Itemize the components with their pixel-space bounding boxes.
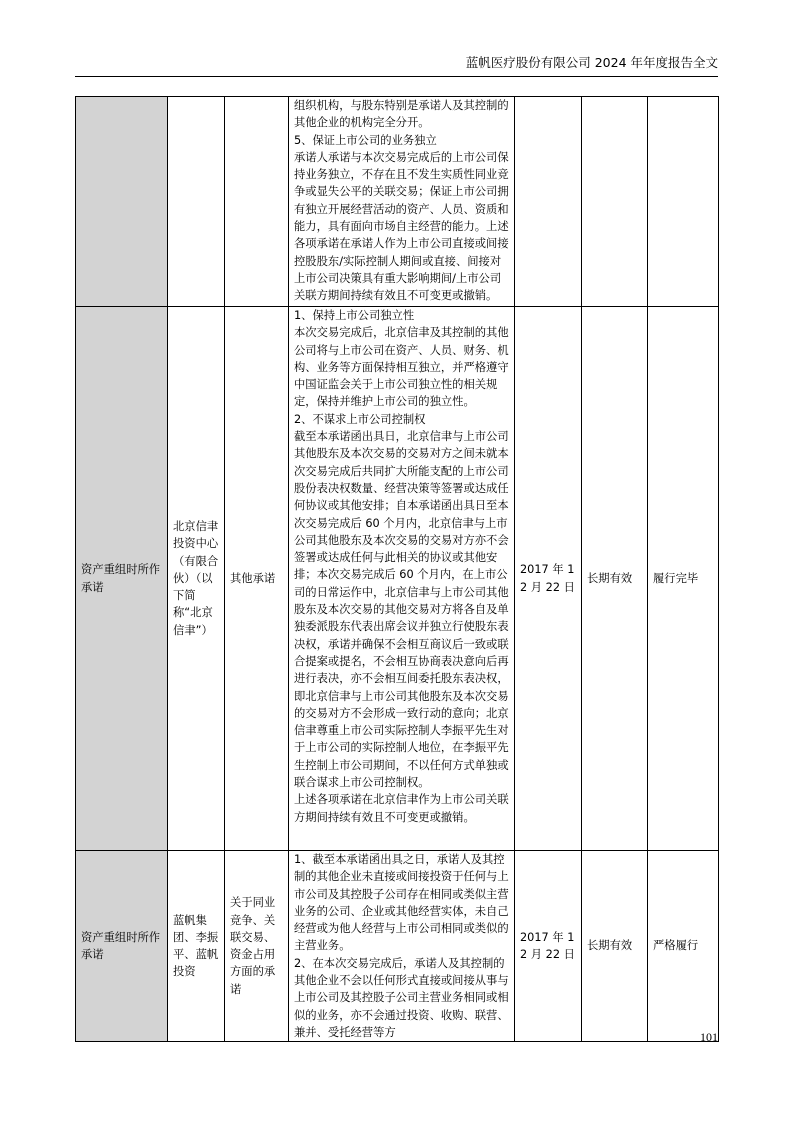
commitment-status-cell: 严格履行 [648,851,719,1042]
content-paragraph: 本次交易完成后，北京信聿及其控制的其他公司将与上市公司在资产、人员、财务、机构、业务等方面保持相互独立，并严格遵守中国证监会关于上市公司独立性的相关规定，保持并维护上市公司的独立性。 [294,326,509,409]
table-row [76,97,719,307]
commitment-type-cell: 关于同业竞争、关联交易、资金占用方面的承诺 [225,851,289,1042]
commitment-party-cell: 蓝帆集团、李振平、蓝帆投资 [168,851,225,1042]
commitment-party-cell: 北京信聿投资中心（有限合伙）（以下简称“北京信聿”） [168,307,225,851]
commitment-term-cell: 长期有效 [582,851,648,1042]
commitment-content-cell [289,97,515,307]
table-row [76,851,719,1042]
commitment-status-cell [648,97,719,307]
commitment-content-cell [289,307,515,851]
commitments-table [75,96,719,1042]
report-header-title: 蓝帆医疗股份有限公司 2024 年年度报告全文 [465,55,718,70]
commitment-date-cell: 2017 年 12 月 22 日 [515,851,582,1042]
content-paragraph: 1、截至本承诺函出具之日，承诺人及其控制的其他企业未直接或间接投资于任何与上市公司及其控股子公司存在相同或类似主营业务的公司、企业或其他经营实体，未自己经营或为他人经营与上市公司相同或类似的主营业务。 [294,853,509,953]
content-paragraph: 组织机构，与股东特别是承诺人及其控制的其他企业的机构完全分开。 [294,99,509,130]
commitment-date-cell [515,97,582,307]
content-paragraph: 2、在本次交易完成后，承诺人及其控制的其他企业不会以任何形式直接或间接从事与上市公司及其控股子公司主营业务相同或相似的业务，亦不会通过投资、收购、联营、兼并、受托经营等方 [294,956,509,1039]
commitment-category-cell [76,97,168,307]
content-paragraph: 上述各项承诺在北京信聿作为上市公司关联方期间持续有效且不可变更或撤销。 [294,793,509,824]
content-paragraph: 5、保证上市公司的业务独立 [294,133,437,147]
content-paragraph: 承诺人承诺与本次交易完成后的上市公司保持业务独立，不存在且不发生实质性同业竞争或显失公平的关联交易；保证上市公司拥有独立开展经营活动的资产、人员、资质和能力，具有面向市场自主经营的能力。上述各项承诺在承诺人作为上市公司直接或间接控股股东/实际控制人期间或直接、间接对上市公司决策具有重大影响期间/上市公司关联方期间持续有效且不可变更或撤销。 [294,150,509,303]
commitment-date-cell: 2017 年 12 月 22 日 [515,307,582,851]
commitment-type-cell: 其他承诺 [225,307,289,851]
content-paragraph: 2、不谋求上市公司控制权 [294,412,426,426]
content-paragraph: 1、保持上市公司独立性 [294,309,415,322]
content-paragraph: 截至本承诺函出具日，北京信聿与上市公司其他股东及本次交易的交易对方之间未就本次交易完成后共同扩大所能支配的上市公司股份表决权数量、经营决策等签署或达成任何协议或其他安排；自本承诺函出具日至本次交易完成后 60 个月内，北京信聿与上市公司其他股东及本次交易的交易对方亦不会签署或达成任何与此相关的协议或其他安排；本次交易完成后 60 个月内，在上市公司的日常运作中，北京信聿与上市公司其他股东及本次交易的其他交易对方将各自及单独委派股东代表出席会议并独立行使股东表决权，承诺并确保不会相互商议后一致或联合提案或提名，不会相互协商表决意向后再进行表决，亦不会相互间委托股东表决权，即北京信聿与上市公司其他股东及本次交易的交易对方不会形成一致行动的意向；北京信聿尊重上市公司实际控制人李振平先生对于上市公司的实际控制人地位，在李振平先生控制上市公司期间，不以任何方式单独或联合谋求上市公司控制权。 [294,430,509,790]
commitment-content-cell [289,851,515,1042]
commitment-type-cell [225,97,289,307]
commitment-party-cell [168,97,225,307]
page-number: 101 [700,1030,718,1044]
commitment-term-cell: 长期有效 [582,307,648,851]
commitment-term-cell [582,97,648,307]
table-row [76,307,719,851]
commitment-category-cell: 资产重组时所作承诺 [76,307,168,851]
commitment-category-cell: 资产重组时所作承诺 [76,851,168,1042]
commitment-status-cell: 履行完毕 [648,307,719,851]
header-divider [75,76,718,77]
